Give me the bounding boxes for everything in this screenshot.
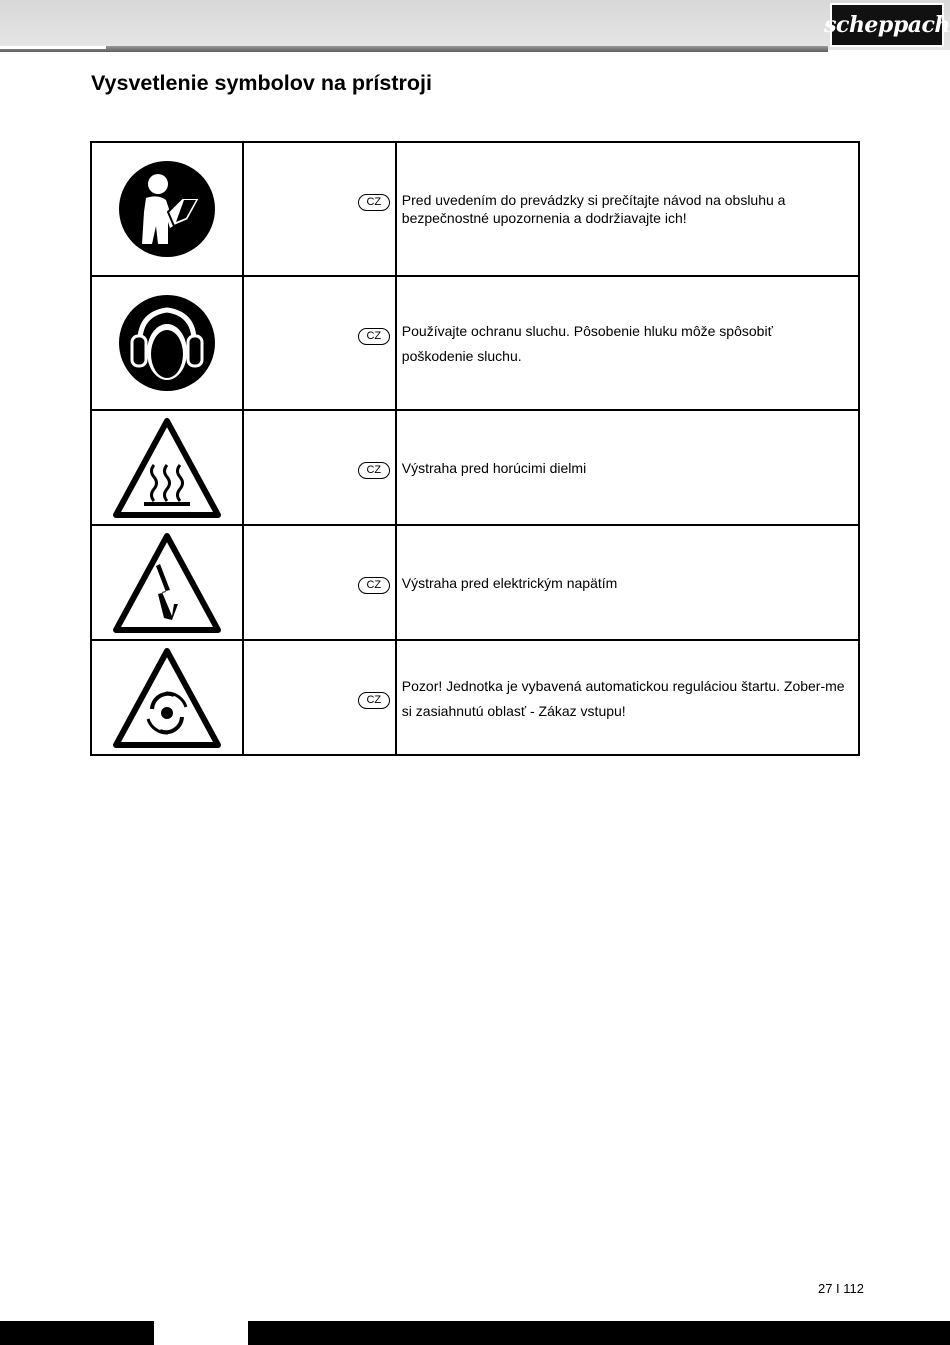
icon-cell: [91, 410, 243, 525]
language-badge: CZ: [358, 577, 390, 594]
symbol-table: [90, 141, 860, 756]
table-row: [91, 525, 859, 640]
icon-cell: [91, 525, 243, 640]
table-row: [91, 142, 859, 276]
language-cell: [243, 276, 395, 410]
header-divider-accent: [0, 46, 106, 49]
header-divider: [0, 46, 828, 52]
language-badge: CZ: [358, 692, 390, 709]
table-row: [91, 410, 859, 525]
table-row: [91, 640, 859, 755]
electric-voltage-warning-icon: [112, 532, 222, 634]
read-manual-icon: [118, 160, 216, 258]
symbol-description: Výstraha pred horúcimi dielmi: [401, 460, 587, 476]
icon-cell: [91, 640, 243, 755]
table-row: [91, 276, 859, 410]
hot-surface-warning-icon: [112, 417, 222, 519]
language-cell: [243, 640, 395, 755]
symbol-description: Výstraha pred elektrickým napätím: [401, 575, 618, 591]
description-cell: [396, 525, 859, 640]
brand-logo: [824, 3, 950, 47]
footer-bar: [0, 1321, 154, 1345]
icon-cell: [91, 276, 243, 410]
page-title: Vysvetlenie symbolov na prístroji: [91, 71, 432, 95]
description-cell: [396, 142, 859, 276]
language-badge: CZ: [358, 194, 390, 211]
language-cell: [243, 525, 395, 640]
language-badge: CZ: [358, 328, 390, 345]
header-bar: [0, 0, 950, 50]
description-cell: [396, 640, 859, 755]
language-cell: [243, 142, 395, 276]
hearing-protection-icon: [118, 294, 216, 392]
brand-logo-text: scheppach: [824, 12, 950, 38]
icon-cell: [91, 142, 243, 276]
page-number: 27 I 112: [817, 1281, 864, 1296]
symbol-description: Používajte ochranu sluchu. Pôsobenie hluku môže spôsobiť poškodenie sluchu.: [401, 323, 773, 364]
description-cell: [396, 276, 859, 410]
symbol-description: Pozor! Jednotka je vybavená automatickou reguláciou štartu. Zober-me si zasiahnutú oblasť - Zákaz vstupu!: [401, 678, 845, 719]
description-cell: [396, 410, 859, 525]
language-cell: [243, 410, 395, 525]
automatic-start-warning-icon: [112, 647, 222, 749]
language-badge: CZ: [358, 462, 390, 479]
footer-bar: [248, 1321, 950, 1345]
symbol-description: Pred uvedením do prevádzky si prečítajte návod na obsluhu a bezpečnostné upozornenia a dodržiavajte ich!: [401, 192, 786, 226]
